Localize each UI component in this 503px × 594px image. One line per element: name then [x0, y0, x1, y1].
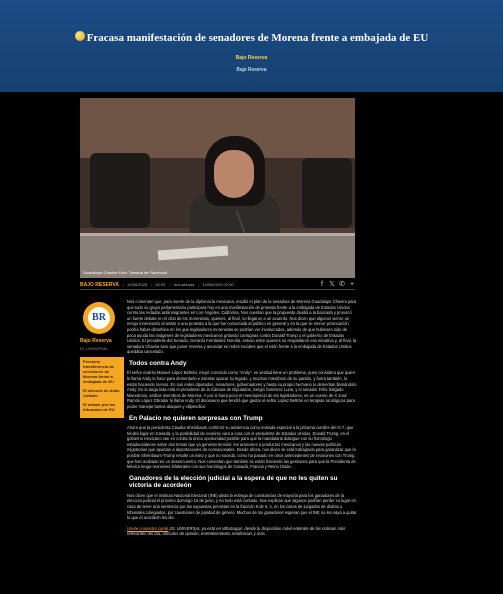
x-share-icon[interactable]: 𝕏 — [329, 281, 335, 288]
section-name: Bajo Reserva — [236, 67, 267, 73]
section-tag[interactable]: BAJO RESERVA — [80, 282, 119, 288]
related-link[interactable]: Presiona transferencia de servidores de Morena frente a embajada de EU — [83, 359, 114, 384]
column-name[interactable]: Bajo Reserva — [80, 338, 112, 344]
article-subheading: Ganadores de la elección judicial a la espera de que no les quiten su victoria de acordeón — [129, 474, 338, 490]
updated-date: 10/06/2025 02:00 — [202, 282, 234, 287]
whatsapp-promo — [127, 526, 357, 537]
updated-label: Actualizada — [173, 282, 195, 287]
title-row — [40, 28, 463, 46]
article-paragraph: Nos dicen que el Instituto Nacional Electoral (INE) alista la entrega de constancias de mayoría para los ganadores de la elección judicial el próximo domingo 15 de junio, y no todo está contado. Nos explican que algunos podrían perder su lugar en caso de tener una sentencia por las supuestas previstas en la fracción 8 de 6, o, en los casos de juzgados de distrito o tribunales colegiados, por cuestiones de paridad de género. Muchos de los ganadores esperan que el INE no les vaya a quitar lo que el acordeón les dio. — [127, 492, 357, 521]
column-logo: BR — [83, 302, 115, 334]
related-links — [80, 357, 124, 418]
whatsapp-share-icon[interactable]: ✆ — [339, 281, 345, 288]
whatsapp-channel-link[interactable]: Únete a nuestro canal — [127, 525, 168, 531]
article-meta: BAJO RESERVA | 10/06/2025 | 02:00 | Actualizada | 10/06/2025 02:00 — [80, 282, 355, 290]
author-sidebar — [80, 300, 124, 418]
bulb-icon — [75, 31, 85, 41]
photo-caption: Guadalupe Chavira Foto: Tomada de Facebook — [83, 270, 168, 275]
article-subheading: En Palacio no quieren sorpresas con Trump — [129, 414, 263, 422]
article-header — [0, 0, 503, 92]
page-subtitle[interactable]: Bajo Reserva — [235, 55, 268, 61]
page-title: Fracasa manifestación de senadores de Morena frente a embajada de EU — [86, 32, 429, 44]
article-photo[interactable] — [80, 98, 355, 278]
related-link[interactable]: El debate por los tribunales de EU — [83, 402, 116, 412]
more-share-icon[interactable]: + — [349, 281, 355, 288]
related-link[interactable]: El silencio de Adán Collado — [83, 388, 120, 398]
article-paragraph: Ahora que la presidenta Claudia Sheinbaum confirmó su asistencia como invitada especial a la próxima cumbre del G-7, que tendrá lugar en Canadá, y la posibilidad de reunirse cara a cara con el presidente de Estados Unidos, Donald Trump, en el gobierno mexicano van en contra la única oportunidad posible para que la mandataria dialogue con su homólogo estadounidense sobre dos temas que ya generan tensión: los aranceles a productos mexicanos y las nuevas políticas migratorias que apuntan a deportaciones de connacionales. Desde ahora, nos dicen se está trabajando para garantizar que la posible Sheinbaum-Trump resulte un éxito y que no suceda, como ha pasado en otros antecedentes de reuniones con Trump, que han acabado en un desencuentro. Nos comentan que también se están haciendo las gestiones para que la Presidenta de México tenga reuniones bilaterales con sus homólogos de Canadá, Francia y Reino Unido. — [127, 425, 356, 470]
article-subheading: Todos contra Andy — [129, 359, 187, 367]
facebook-share-icon[interactable]: f — [321, 281, 323, 288]
column-source: EL UNIVERSAL — [80, 346, 109, 351]
article-paragraph: El señor Andrés Manuel López Beltrán, mejor conocido como "Andy", en verdad tiene un problema, pues considera que quien le llama Andy lo hace para demeritarlo e intentar opacar su legado, y muchos miembros de su partido, y fuera también, lo están haciendo menos. En sus redes diputados, senadores, gobernadores y hasta su propio hermano lo demeritan llamándolo Andy. En la larga lista está el presidente de la Cámara de Diputados, Sergio Gutiérrez Luna, y el senador Félix Salgado Macedonio, ambos miembros de Morena. Y por si fuera poco el menosprecio de los legisladores, es un cuento de X José Ramón López Obrador le llama Andy. El dinosaurio que tendrá que gastar el señor López Beltrán en terapias sicológicas para poder manejar tantos ataques y vilipendios. — [127, 370, 357, 409]
whatsapp-promo-text: ¡EL UNIVERSAL ya está en Whatsapp!, desde tu dispositivo móvil entérate de las noticias más relevantes del día, artículos de opinión, entretenimiento, tendencias y más. — [127, 525, 346, 537]
publish-time: 02:00 — [155, 282, 166, 287]
publish-date: 10/06/2025 — [127, 282, 148, 287]
article-body — [127, 299, 357, 537]
article-paragraph: Nos comentan que, para suerte de la diplomacia mexicana, resultó el plan de la senadora de Morena Guadalupe Chavira para que todo su grupo parlamentario participara hoy en una manifestación de protesta frente a la embajada de Estados Unidos contra las redadas antiinmigrantes en Los Ángeles, California. Nos cuentan que la propuesta dividió a la bancada y provocó un fuerte debate en el chat de los morenistas, quienes, al final, no llegaron a un acuerdo. Nos dicen que algunos vieron un riesgo innecesario al asistir a una protesta a la que fue convocada al público en general y en la que se menor provocación podría haber disturbios en los que legisladores morenistas se podrían ver involucrados, además de que hubiesen sido de poca ayuda las imágenes de legisladores mexicanos gritando consignas contra Donald Trump o el gobierno de Estados Unidos. El presidente del Senado, Gerardo Fernández Noroña, estuvo entre quienes no respaldaron esa iniciativa y, al final, la senadora Chavira tuvo que poner reversa y anunciar en redes sociales que el mitin frente a la embajada de Estados Unidos quedaba cancelado. — [127, 299, 357, 355]
